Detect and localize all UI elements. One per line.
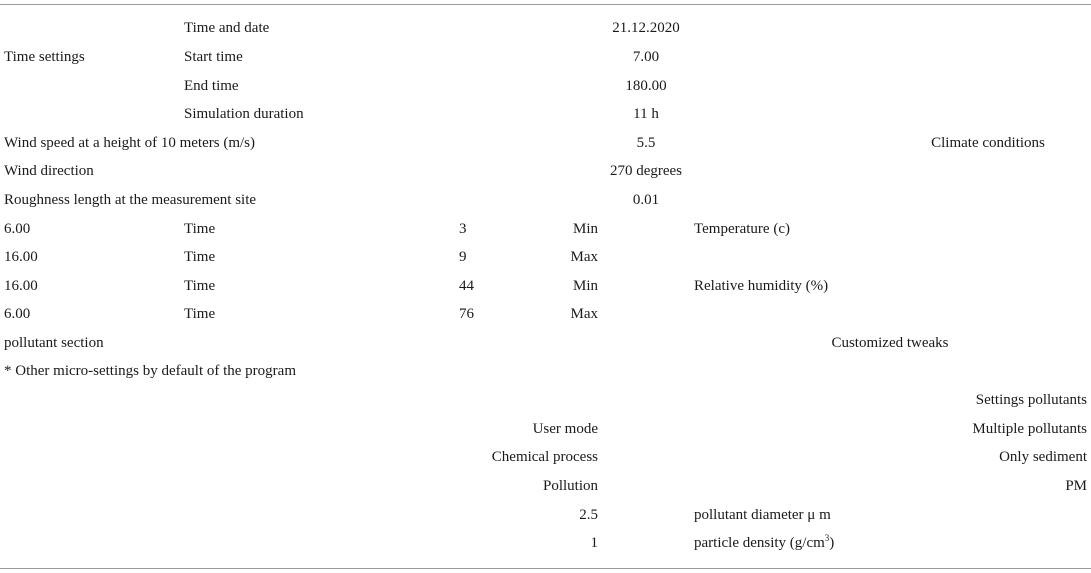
diameter-value: 2.5 bbox=[579, 507, 598, 523]
row-time-value: 16.00 bbox=[4, 249, 38, 265]
density-label-suffix: ) bbox=[829, 535, 835, 551]
time-settings-label: Time settings bbox=[4, 49, 85, 65]
pollution-label: Pollution bbox=[542, 478, 598, 494]
footnote-text: * Other micro-settings by default of the program bbox=[4, 363, 297, 379]
user-mode-label: User mode bbox=[532, 421, 598, 437]
pollutant-section-label: pollutant section bbox=[4, 335, 104, 351]
pollution-value: PM bbox=[1065, 478, 1087, 494]
row-kind: Min bbox=[572, 278, 598, 294]
time-and-date-label: Time and date bbox=[184, 20, 270, 36]
diameter-label: pollutant diameter μ m bbox=[694, 507, 831, 523]
customized-tweaks-label: Customized tweaks bbox=[831, 335, 949, 351]
row-value: 76 bbox=[459, 306, 474, 322]
settings-pollutants-label: Settings pollutants bbox=[975, 392, 1087, 408]
row-value: 3 bbox=[459, 221, 467, 237]
chemical-process-value: Only sediment bbox=[999, 449, 1087, 465]
wind-direction-label: Wind direction bbox=[4, 163, 94, 179]
user-mode-value: Multiple pollutants bbox=[972, 421, 1087, 437]
humidity-label: Relative humidity (%) bbox=[694, 278, 829, 294]
time-and-date-value: 21.12.2020 bbox=[612, 20, 680, 36]
row-kind: Max bbox=[570, 249, 598, 265]
density-value: 1 bbox=[590, 535, 598, 551]
row-value: 9 bbox=[459, 249, 467, 265]
simulation-duration-value: 11 h bbox=[633, 106, 659, 122]
end-time-value: 180.00 bbox=[625, 78, 667, 94]
table-top-rule bbox=[0, 4, 1091, 5]
wind-direction-value: 270 degrees bbox=[609, 163, 683, 179]
row-time-value: 6.00 bbox=[4, 306, 31, 322]
roughness-value: 0.01 bbox=[632, 192, 660, 208]
wind-speed-value: 5.5 bbox=[636, 135, 656, 151]
roughness-label: Roughness length at the measurement site bbox=[4, 192, 257, 208]
chemical-process-label: Chemical process bbox=[491, 449, 598, 465]
row-time-label: Time bbox=[184, 249, 216, 265]
row-time-label: Time bbox=[184, 278, 216, 294]
start-time-label: Start time bbox=[184, 49, 243, 65]
row-kind: Max bbox=[570, 306, 598, 322]
wind-speed-label: Wind speed at a height of 10 meters (m/s) bbox=[4, 135, 255, 151]
temperature-label: Temperature (c) bbox=[694, 221, 790, 237]
row-time-label: Time bbox=[184, 306, 216, 322]
density-label-prefix: particle density (g/cm bbox=[694, 535, 825, 551]
row-value: 44 bbox=[459, 278, 474, 294]
row-time-label: Time bbox=[184, 221, 216, 237]
climate-conditions-label: Climate conditions bbox=[931, 135, 1045, 151]
row-time-value: 6.00 bbox=[4, 221, 31, 237]
simulation-duration-label: Simulation duration bbox=[184, 106, 304, 122]
row-time-value: 16.00 bbox=[4, 278, 38, 294]
density-label bbox=[694, 534, 834, 552]
row-kind: Min bbox=[572, 221, 598, 237]
density-label-superscript: 3 bbox=[824, 533, 830, 543]
end-time-label: End time bbox=[184, 78, 239, 94]
table-bottom-rule bbox=[0, 568, 1091, 569]
start-time-value: 7.00 bbox=[632, 49, 660, 65]
